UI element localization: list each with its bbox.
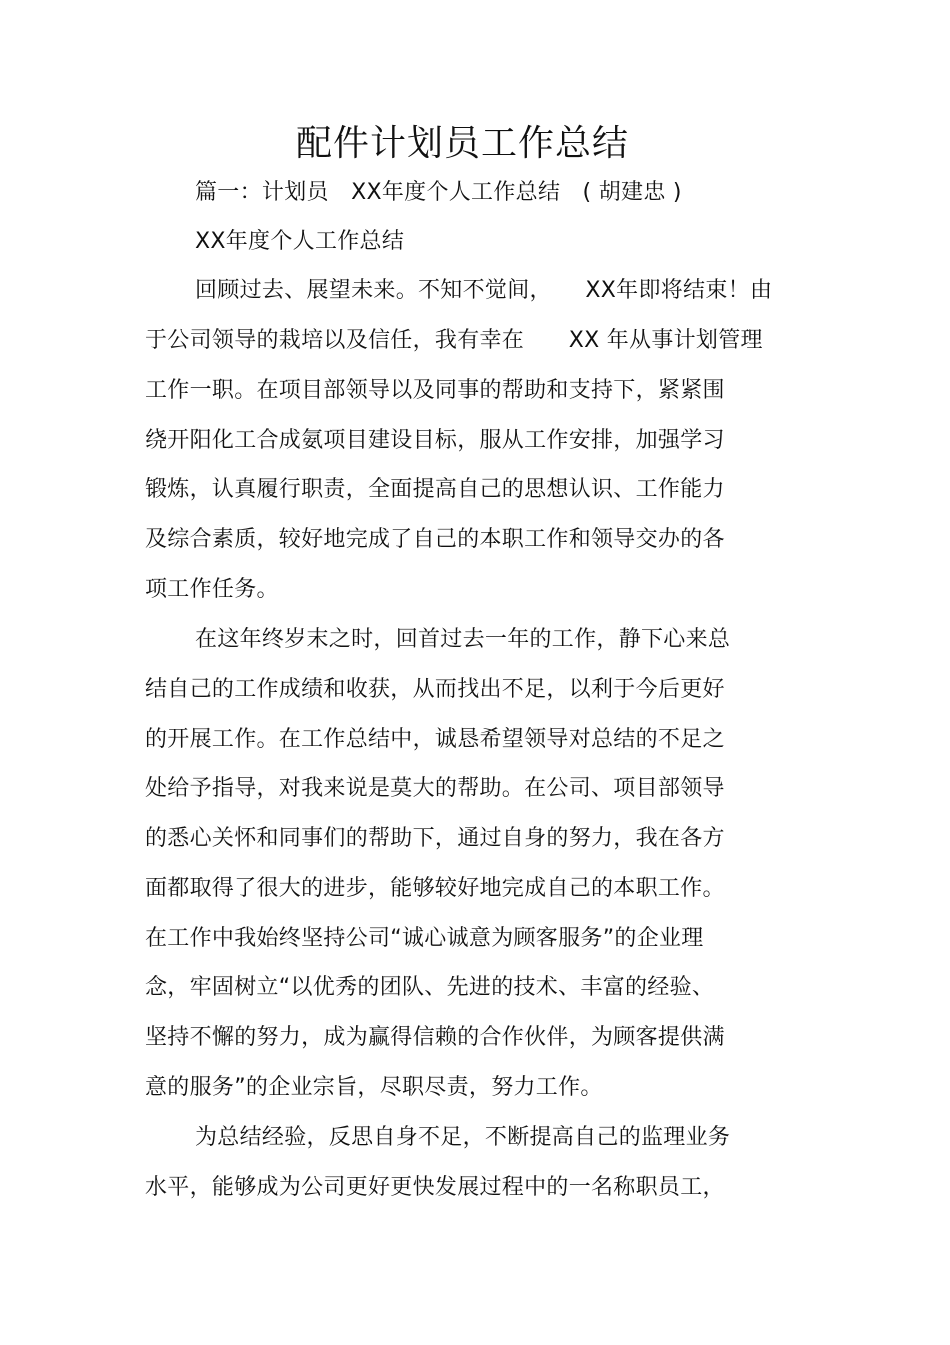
paragraph-1-line-6: 及综合素质，较好地完成了自己的本职工作和领导交办的各 bbox=[145, 527, 725, 552]
paragraph-3-line-1: 为总结经验，反思自身不足，不断提高自己的监理业务 bbox=[195, 1125, 731, 1150]
paragraph-1-line-2: 于公司领导的栽培以及信任，我有幸在 XX 年从事计划管理 bbox=[145, 328, 763, 353]
document-title: 配件计划员工作总结 bbox=[295, 123, 629, 164]
paragraph-1-line-7: 项工作任务。 bbox=[145, 577, 279, 602]
paragraph-3-line-2: 水平，能够成为公司更好更快发展过程中的一名称职员工， bbox=[145, 1175, 725, 1200]
paragraph-2-line-4: 处给予指导，对我来说是莫大的帮助。在公司、项目部领导 bbox=[145, 776, 725, 801]
paragraph-2-line-3: 的开展工作。在工作总结中，诚恳希望领导对总结的不足之 bbox=[145, 727, 725, 752]
section-heading: XX年度个人工作总结 bbox=[195, 229, 405, 254]
paragraph-1-line-1: 回顾过去、展望未来。不知不觉间， XX年即将结束！由 bbox=[195, 278, 773, 303]
paragraph-2-line-1: 在这年终岁末之时，回首过去一年的工作，静下心来总 bbox=[195, 627, 731, 652]
paragraph-2-line-10: 意的服务”的企业宗旨，尽职尽责，努力工作。 bbox=[145, 1075, 603, 1100]
paragraph-2-line-5: 的悉心关怀和同事们的帮助下，通过自身的努力，我在各方 bbox=[145, 826, 725, 851]
paragraph-1-line-3: 工作一职。在项目部领导以及同事的帮助和支持下，紧紧围 bbox=[145, 378, 725, 403]
paragraph-2-line-7: 在工作中我始终坚持公司“诚心诚意为顾客服务”的企业理 bbox=[145, 926, 704, 951]
document-subtitle: 篇一：计划员 XX年度个人工作总结 ( 胡建忠 ) bbox=[195, 180, 682, 205]
paragraph-2-line-6: 面都取得了很大的进步，能够较好地完成自己的本职工作。 bbox=[145, 876, 725, 901]
paragraph-1-line-4: 绕开阳化工合成氨项目建设目标，服从工作安排，加强学习 bbox=[145, 428, 725, 453]
paragraph-2-line-8: 念，牢固树立“以优秀的团队、先进的技术、丰富的经验、 bbox=[145, 975, 715, 1000]
paragraph-2-line-9: 坚持不懈的努力，成为赢得信赖的合作伙伴，为顾客提供满 bbox=[145, 1025, 725, 1050]
paragraph-2-line-2: 结自己的工作成绩和收获，从而找出不足，以利于今后更好 bbox=[145, 677, 725, 702]
paragraph-1-line-5: 锻炼，认真履行职责，全面提高自己的思想认识、工作能力 bbox=[145, 477, 725, 502]
